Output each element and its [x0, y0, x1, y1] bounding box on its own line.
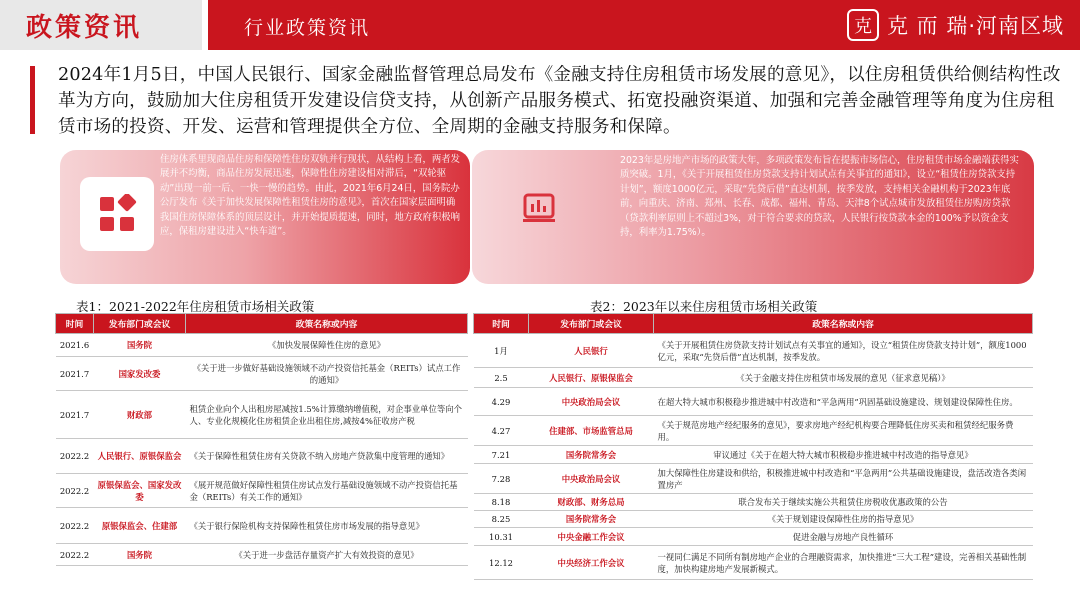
- cell-content: 《关于保障性租赁住房有关贷款不纳入房地产贷款集中度管理的通知》: [186, 439, 468, 474]
- card-right-text: 2023年是房地产市场的政策大年，多项政策发布旨在提振市场信心，住房租赁市场金融端获得实质突破。1月，《关于开展租赁住房贷款支持计划试点有关事宜的通知》，设立“租赁住房贷款支持计划”，额度1000亿元，采取“先贷后借”直达机制，按季发放，支持相关金融机构于2023年底前，向重庆、济南、郑州、长春、成都、福州、青岛、天津8个试点城市发放租赁住房购房贷款（贷款利率原则上不超过3%，对于符合要求的贷款，人民银行按贷款本金的100%予以资金支持，利率为1.75%）。: [620, 155, 1019, 239]
- cell-dept: 人民银行: [529, 334, 654, 368]
- col-dept: 发布部门或会议: [529, 314, 654, 334]
- chart-icon: [502, 170, 576, 244]
- cell-content: 一视同仁满足不同所有制房地产企业的合理融资需求，加快推进“三大工程”建设，完善相关基础性制度，加快构建房地产发展新模式。: [654, 546, 1033, 580]
- cell-time: 2021.6: [56, 334, 94, 357]
- header-title-box: [0, 0, 208, 50]
- section-subtitle: 行业政策资讯: [244, 17, 371, 39]
- cell-dept: 财政部: [94, 391, 186, 439]
- cell-content: 《展开规范做好保障性租赁住房试点发行基础设施领域不动产投资信托基金（REITs）有关工作的通知》: [186, 474, 468, 508]
- cell-content: 《关于金融支持住房租赁市场发展的意见（征求意见稿）》: [654, 368, 1033, 388]
- table-row: [56, 544, 468, 566]
- cell-time: 4.29: [474, 388, 529, 416]
- intro-accent-bar: [30, 66, 35, 134]
- table2-caption: 表2：2023年以来住房租赁市场相关政策: [590, 299, 818, 314]
- apps-grid-icon: [80, 177, 154, 251]
- cell-time: 7.28: [474, 464, 529, 494]
- col-time: 时间: [474, 314, 529, 334]
- cell-time: 8.25: [474, 511, 529, 528]
- table-header-row: [56, 314, 468, 334]
- page-title: 政策资讯: [26, 13, 143, 43]
- brand-logo: [847, 6, 1064, 44]
- cell-dept: 住建部、市场监管总局: [529, 416, 654, 446]
- table-row: [474, 494, 1033, 511]
- policy-table-2021-2022: [55, 313, 468, 566]
- table-row: [474, 546, 1033, 580]
- cell-time: 2022.2: [56, 474, 94, 508]
- policy-table-2023: [473, 313, 1033, 580]
- cell-dept: 原银保监会、住建部: [94, 508, 186, 544]
- col-time: 时间: [56, 314, 94, 334]
- table-row: [474, 334, 1033, 368]
- cell-dept: 财政部、财务总局: [529, 494, 654, 511]
- cell-dept: 中央政治局会议: [529, 388, 654, 416]
- cell-time: 7.21: [474, 446, 529, 464]
- cell-content: 租赁企业向个人出租房屋减按1.5%计算缴纳增值税，对企事业单位等向个人、专业化规模化住房租赁企业出租住房,减按4%征收房产税: [186, 391, 468, 439]
- cell-content: 《关于进一步盘活存量资产扩大有效投资的意见》: [186, 544, 468, 566]
- cell-dept: 人民银行、原银保监会: [94, 439, 186, 474]
- table-row: [56, 474, 468, 508]
- cell-time: 2021.7: [56, 391, 94, 439]
- table-row: [56, 357, 468, 391]
- cell-dept: 中央金融工作会议: [529, 528, 654, 546]
- table-row: [474, 388, 1033, 416]
- table-row: [474, 528, 1033, 546]
- header-bar: [0, 0, 1080, 50]
- col-dept: 发布部门或会议: [94, 314, 186, 334]
- cell-time: 2022.2: [56, 439, 94, 474]
- cell-time: 2022.2: [56, 508, 94, 544]
- cell-dept: 国务院: [94, 544, 186, 566]
- cell-time: 1月: [474, 334, 529, 368]
- table-row: [474, 464, 1033, 494]
- table-row: [56, 391, 468, 439]
- cell-time: 2.5: [474, 368, 529, 388]
- cell-time: 2022.2: [56, 544, 94, 566]
- cell-time: 2021.7: [56, 357, 94, 391]
- cell-content: 加大保障性住房建设和供给，积极推进城中村改造和“平急两用”公共基础设施建设，盘活改造各类闲置房产: [654, 464, 1033, 494]
- cell-content: 《关于银行保险机构支持保障性租赁住房市场发展的指导意见》: [186, 508, 468, 544]
- table-row: [474, 511, 1033, 528]
- table-row: [56, 334, 468, 357]
- table-row: [474, 446, 1033, 464]
- cell-content: 《加快发展保障性住房的意见》: [186, 334, 468, 357]
- cell-time: 4.27: [474, 416, 529, 446]
- cell-dept: 国务院常务会: [529, 511, 654, 528]
- table-row: [56, 439, 468, 474]
- cell-content: 在超大特大城市积极稳步推进城中村改造和“平急两用”巩固基础设施建设、规划建设保障性住房。: [654, 388, 1033, 416]
- table1-caption: 表1：2021-2022年住房租赁市场相关政策: [76, 299, 315, 314]
- cell-dept: 原银保监会、国家发改委: [94, 474, 186, 508]
- cell-content: 《关于进一步做好基础设施领域不动产投资信托基金（REITs）试点工作的通知》: [186, 357, 468, 391]
- intro-paragraph: 2024年1月5日，中国人民银行、国家金融监督管理总局发布《金融支持住房租赁市场发展的意见》，以住房租赁供给侧结构性改革为方向，鼓励加大住房租赁开发建设信贷支持，从创新产品服务模式、拓宽投融资渠道、加强和完善金融管理等角度为住房租赁市场的投资、开发、运营和管理提供全方位、全周期的金融支持服务和保障。: [58, 65, 1061, 137]
- brand-name: 克 而 瑞·河南区域: [886, 14, 1064, 38]
- cell-dept: 中央政治局会议: [529, 464, 654, 494]
- table-header-row: [474, 314, 1033, 334]
- info-card-right: [472, 150, 1034, 284]
- table-row: [56, 508, 468, 544]
- cell-dept: 国务院: [94, 334, 186, 357]
- cell-content: 联合发布关于继续实施公共租赁住房税收优惠政策的公告: [654, 494, 1033, 511]
- info-card-left: [60, 150, 470, 284]
- table-row: [474, 368, 1033, 388]
- brand-seal-icon: 克: [847, 9, 879, 41]
- cell-content: 审议通过《关于在超大特大城市积极稳步推进城中村改造的指导意见》: [654, 446, 1033, 464]
- cell-time: 8.18: [474, 494, 529, 511]
- cell-content: 《关于规划建设保障性住房的指导意见》: [654, 511, 1033, 528]
- cell-content: 《关于规范房地产经纪服务的意见》，要求房地产经纪机构要合理降低住房买卖和租赁经纪服务费用。: [654, 416, 1033, 446]
- col-content: 政策名称或内容: [186, 314, 468, 334]
- cell-dept: 人民银行、原银保监会: [529, 368, 654, 388]
- cell-content: 促进金融与房地产良性循环: [654, 528, 1033, 546]
- table-row: [474, 416, 1033, 446]
- cell-time: 12.12: [474, 546, 529, 580]
- card-left-text: 住房体系里现商品住房和保障性住房双轨并行现状，从结构上看，两者发展并不均衡，商品住房发展迅速，保障性住房建设相对滞后，“双轮驱动”出现一前一后、一快一慢的趋势。由此，2021年6月24日，国务院办公厅发布《关于加快发展保障性租赁住房的意见》，首次在国家层面明确我国住房保障体系的顶层设计，并开始提质提速，同时，地方政府积极响应，保租房建设进入“快车道”。: [160, 154, 461, 238]
- col-content: 政策名称或内容: [654, 314, 1033, 334]
- cell-dept: 国家发改委: [94, 357, 186, 391]
- cell-dept: 中央经济工作会议: [529, 546, 654, 580]
- cell-time: 10.31: [474, 528, 529, 546]
- cell-dept: 国务院常务会: [529, 446, 654, 464]
- cell-content: 《关于开展租赁住房贷款支持计划试点有关事宜的通知》，设立“租赁住房贷款支持计划”，额度1000亿元，采取“先贷后借”直达机制，按季发放。: [654, 334, 1033, 368]
